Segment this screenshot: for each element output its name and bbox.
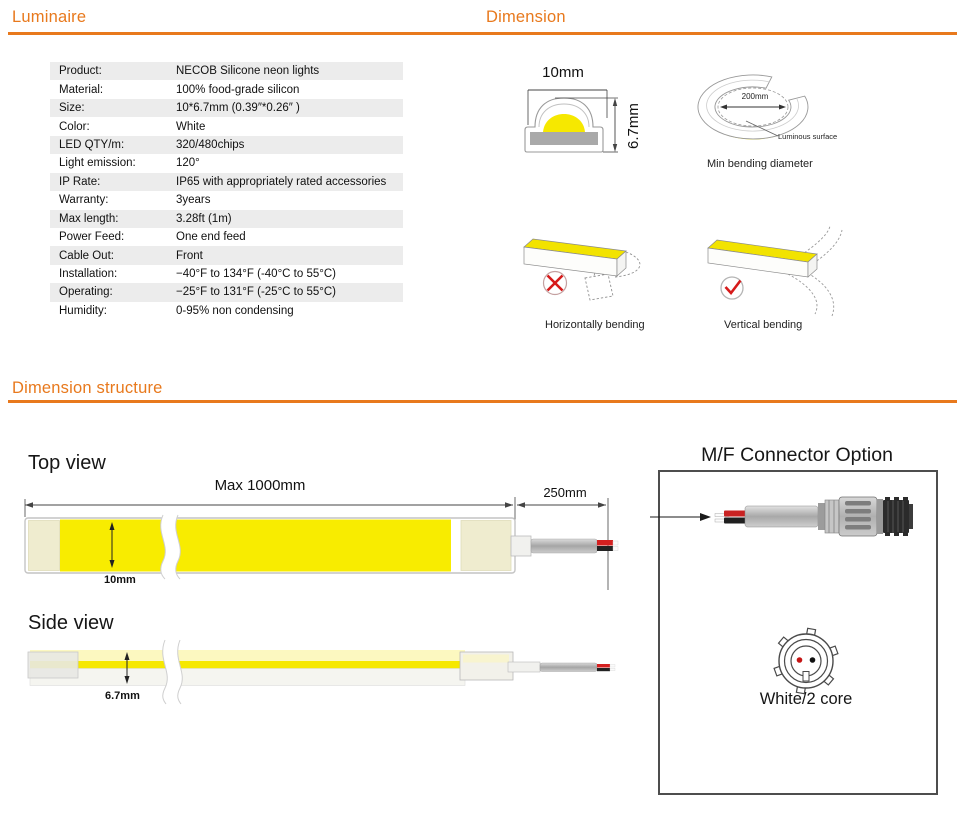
connector-core-label: White/2 core xyxy=(759,690,853,708)
top-view-title: Top view xyxy=(28,452,106,474)
spec-value: −25°F to 131°F (-25°C to 55°C) xyxy=(176,286,336,299)
table-row xyxy=(50,62,403,80)
max-length-label: Max 1000mm xyxy=(214,477,306,494)
spec-value: −40°F to 134°F (-40°C to 55°C) xyxy=(176,268,336,281)
spec-value: One end feed xyxy=(176,231,246,244)
spec-value: 0-95% non condensing xyxy=(176,304,294,317)
horizontal-bending-diagram xyxy=(495,230,710,315)
connector-face-illustration xyxy=(768,624,844,700)
pin-black xyxy=(810,657,816,663)
spec-label: Installation: xyxy=(59,268,118,281)
vertical-bending-diagram xyxy=(690,228,905,320)
section-divider xyxy=(8,32,957,35)
spec-label: Material: xyxy=(59,83,104,96)
connector-plug-illustration xyxy=(645,490,940,546)
min-bending-caption: Min bending diameter xyxy=(707,158,813,170)
spec-label: IP Rate: xyxy=(59,175,101,188)
spec-label: Size: xyxy=(59,102,85,115)
spec-value: IP65 with appropriately rated accessories xyxy=(176,175,387,188)
table-row xyxy=(50,154,403,172)
top-view-width-label: 10mm xyxy=(104,574,136,586)
spec-value: 320/480chips xyxy=(176,138,245,151)
spec-label: Product: xyxy=(59,65,102,78)
table-row xyxy=(50,191,403,209)
spec-label: LED QTY/m: xyxy=(59,138,125,151)
table-row xyxy=(50,136,403,154)
table-row xyxy=(50,283,403,301)
pin-red xyxy=(797,657,803,663)
dimension-section-title: Dimension xyxy=(486,8,566,26)
bending-diameter-label: 200mm xyxy=(741,92,769,101)
connector-option-title: M/F Connector Option xyxy=(701,444,893,466)
spec-value: 100% food-grade silicon xyxy=(176,83,300,96)
table-row xyxy=(50,117,403,135)
table-row xyxy=(50,265,403,283)
cross-icon xyxy=(544,272,567,295)
spec-value: 3years xyxy=(176,194,211,207)
table-row xyxy=(50,173,403,191)
horizontal-bending-caption: Horizontally bending xyxy=(545,319,645,331)
check-icon xyxy=(721,277,743,299)
spec-value: NECOB Silicone neon lights xyxy=(176,65,320,78)
pointer-arrow-icon xyxy=(650,513,711,521)
table-row xyxy=(50,99,403,117)
luminous-surface-label: Luminous surface xyxy=(778,132,838,141)
vertical-bending-caption: Vertical bending xyxy=(724,319,803,331)
table-row xyxy=(50,302,403,320)
table-row xyxy=(50,80,403,98)
luminaire-section-title: Luminaire xyxy=(12,8,87,26)
spec-table xyxy=(50,62,403,320)
tail-length-label: 250mm xyxy=(543,485,587,500)
spec-label: Cable Out: xyxy=(59,249,114,262)
spec-label: Operating: xyxy=(59,286,113,299)
key-notch xyxy=(803,672,809,682)
spec-value: 3.28ft (1m) xyxy=(176,212,232,225)
side-view-diagram xyxy=(20,640,660,715)
table-row xyxy=(50,228,403,246)
spec-label: Max length: xyxy=(59,212,119,225)
side-view-title: Side view xyxy=(28,612,114,634)
cross-section-width-label: 10mm xyxy=(542,64,584,81)
spec-label: Humidity: xyxy=(59,304,107,317)
section-divider xyxy=(8,400,957,403)
min-bending-diagram xyxy=(690,58,960,163)
spec-label: Color: xyxy=(59,120,90,133)
cross-section-height-label: 6.7mm xyxy=(625,103,642,149)
spec-value: White xyxy=(176,120,206,133)
spec-value: 10*6.7mm (0.39″*0.26″ ) xyxy=(176,102,300,115)
spec-label: Light emission: xyxy=(59,157,136,170)
table-row xyxy=(50,246,403,264)
spec-value: Front xyxy=(176,249,203,262)
spec-value: 120° xyxy=(176,157,200,170)
spec-label: Power Feed: xyxy=(59,231,125,244)
table-row xyxy=(50,210,403,228)
spec-label: Warranty: xyxy=(59,194,109,207)
dimension-structure-section-title: Dimension structure xyxy=(12,379,163,397)
side-view-height-label: 6.7mm xyxy=(105,690,140,702)
